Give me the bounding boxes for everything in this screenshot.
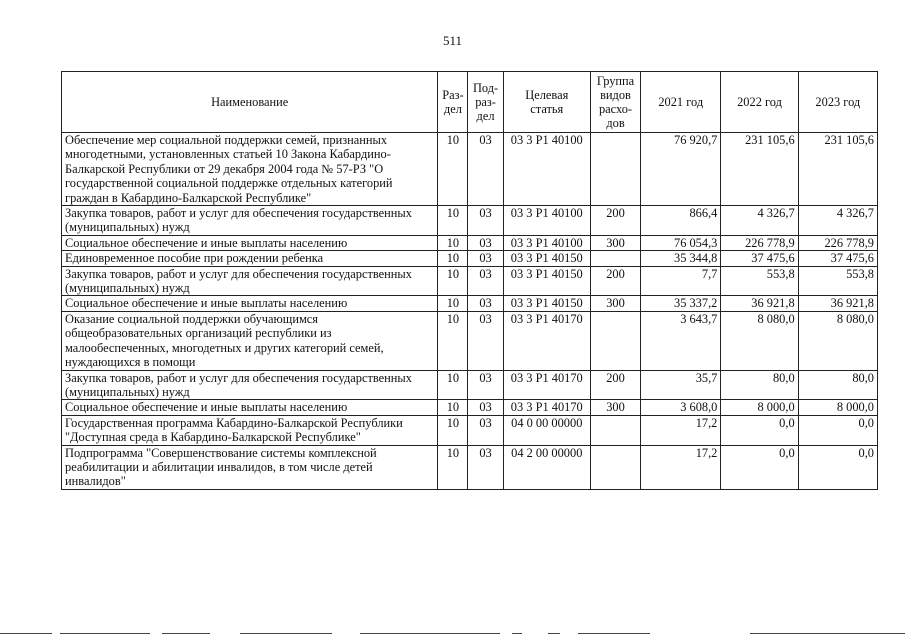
cell-y2022: 0,0 bbox=[721, 415, 798, 445]
cell-y2023: 0,0 bbox=[798, 445, 877, 489]
cell-name: Обеспечение мер социальной поддержки семей, признанных многодетными, установленных статьей 10 Закона Кабардино-Балкарской Республики от 29 декабря 2004 года № 57-РЗ "О государственной социальной поддержке отдельных категорий граждан в Кабардино-Балкарской Республике" bbox=[62, 133, 438, 206]
cell-name: Социальное обеспечение и иные выплаты населению bbox=[62, 235, 438, 250]
cell-razdel: 10 bbox=[438, 251, 468, 266]
cell-y2023: 553,8 bbox=[798, 266, 877, 296]
table-row bbox=[62, 266, 878, 296]
cell-podrazdel: 03 bbox=[468, 266, 503, 296]
cell-y2021: 76 054,3 bbox=[641, 235, 721, 250]
cell-y2021: 17,2 bbox=[641, 445, 721, 489]
cell-group: 200 bbox=[590, 266, 640, 296]
cell-name: Подпрограмма "Совершенствование системы комплексной реабилитации и абилитации инвалидов, в том числе детей инвалидов" bbox=[62, 445, 438, 489]
footer-scan-lines bbox=[0, 631, 905, 635]
cell-razdel: 10 bbox=[438, 133, 468, 206]
cell-y2022: 4 326,7 bbox=[721, 206, 798, 236]
cell-y2022: 0,0 bbox=[721, 445, 798, 489]
cell-name: Закупка товаров, работ и услуг для обеспечения государственных (муниципальных) нужд bbox=[62, 370, 438, 400]
cell-name: Закупка товаров, работ и услуг для обеспечения государственных (муниципальных) нужд bbox=[62, 206, 438, 236]
cell-y2022: 231 105,6 bbox=[721, 133, 798, 206]
cell-y2021: 35 337,2 bbox=[641, 296, 721, 311]
cell-target: 03 3 P1 40170 bbox=[503, 370, 590, 400]
cell-razdel: 10 bbox=[438, 370, 468, 400]
cell-y2022: 80,0 bbox=[721, 370, 798, 400]
cell-y2023: 231 105,6 bbox=[798, 133, 877, 206]
cell-y2021: 35,7 bbox=[641, 370, 721, 400]
header-group: Группа видов расхо- дов bbox=[590, 72, 640, 133]
cell-target: 03 3 P1 40170 bbox=[503, 400, 590, 415]
cell-group bbox=[590, 251, 640, 266]
cell-name: Единовременное пособие при рождении ребенка bbox=[62, 251, 438, 266]
cell-y2023: 4 326,7 bbox=[798, 206, 877, 236]
cell-y2023: 36 921,8 bbox=[798, 296, 877, 311]
cell-razdel: 10 bbox=[438, 235, 468, 250]
table-row bbox=[62, 445, 878, 489]
cell-podrazdel: 03 bbox=[468, 445, 503, 489]
cell-y2022: 226 778,9 bbox=[721, 235, 798, 250]
cell-podrazdel: 03 bbox=[468, 206, 503, 236]
cell-target: 04 2 00 00000 bbox=[503, 445, 590, 489]
cell-razdel: 10 bbox=[438, 415, 468, 445]
table-row bbox=[62, 133, 878, 206]
cell-y2023: 37 475,6 bbox=[798, 251, 877, 266]
header-target: Целевая статья bbox=[503, 72, 590, 133]
table-row bbox=[62, 296, 878, 311]
cell-y2023: 8 080,0 bbox=[798, 311, 877, 370]
cell-name: Закупка товаров, работ и услуг для обеспечения государственных (муниципальных) нужд bbox=[62, 266, 438, 296]
cell-podrazdel: 03 bbox=[468, 296, 503, 311]
cell-name: Государственная программа Кабардино-Балкарской Республики "Доступная среда в Кабардино-Балкарской Республике" bbox=[62, 415, 438, 445]
cell-y2023: 80,0 bbox=[798, 370, 877, 400]
cell-target: 03 3 P1 40150 bbox=[503, 266, 590, 296]
cell-y2023: 226 778,9 bbox=[798, 235, 877, 250]
cell-name: Социальное обеспечение и иные выплаты населению bbox=[62, 296, 438, 311]
cell-y2022: 8 080,0 bbox=[721, 311, 798, 370]
cell-podrazdel: 03 bbox=[468, 370, 503, 400]
cell-y2023: 0,0 bbox=[798, 415, 877, 445]
table-row bbox=[62, 400, 878, 415]
cell-podrazdel: 03 bbox=[468, 311, 503, 370]
cell-y2022: 553,8 bbox=[721, 266, 798, 296]
cell-target: 03 3 P1 40100 bbox=[503, 133, 590, 206]
cell-group: 300 bbox=[590, 296, 640, 311]
cell-group bbox=[590, 133, 640, 206]
cell-group bbox=[590, 445, 640, 489]
table-row bbox=[62, 311, 878, 370]
cell-target: 03 3 P1 40150 bbox=[503, 296, 590, 311]
header-name: Наименование bbox=[62, 72, 438, 133]
cell-y2022: 8 000,0 bbox=[721, 400, 798, 415]
header-2021: 2021 год bbox=[641, 72, 721, 133]
cell-name: Оказание социальной поддержки обучающимся общеобразовательных организаций республики из малообеспеченных, многодетных и других категорий семей, нуждающихся в помощи bbox=[62, 311, 438, 370]
page-number: 511 bbox=[442, 33, 463, 48]
cell-podrazdel: 03 bbox=[468, 400, 503, 415]
cell-razdel: 10 bbox=[438, 206, 468, 236]
table-row bbox=[62, 235, 878, 250]
table-row bbox=[62, 206, 878, 236]
table-row bbox=[62, 415, 878, 445]
cell-y2021: 7,7 bbox=[641, 266, 721, 296]
cell-target: 03 3 P1 40170 bbox=[503, 311, 590, 370]
cell-y2021: 866,4 bbox=[641, 206, 721, 236]
cell-group bbox=[590, 311, 640, 370]
cell-target: 03 3 P1 40150 bbox=[503, 251, 590, 266]
header-2023: 2023 год bbox=[798, 72, 877, 133]
header-podrazdel: Под- раз- дел bbox=[468, 72, 503, 133]
cell-y2022: 36 921,8 bbox=[721, 296, 798, 311]
cell-y2021: 17,2 bbox=[641, 415, 721, 445]
cell-group: 200 bbox=[590, 206, 640, 236]
cell-group: 200 bbox=[590, 370, 640, 400]
table-body bbox=[62, 133, 878, 490]
cell-group: 300 bbox=[590, 400, 640, 415]
header-razdel: Раз- дел bbox=[438, 72, 468, 133]
cell-podrazdel: 03 bbox=[468, 415, 503, 445]
table-row bbox=[62, 251, 878, 266]
cell-target: 03 3 P1 40100 bbox=[503, 206, 590, 236]
cell-y2021: 35 344,8 bbox=[641, 251, 721, 266]
cell-razdel: 10 bbox=[438, 296, 468, 311]
cell-group bbox=[590, 415, 640, 445]
cell-podrazdel: 03 bbox=[468, 251, 503, 266]
table-row bbox=[62, 370, 878, 400]
cell-razdel: 10 bbox=[438, 311, 468, 370]
cell-target: 04 0 00 00000 bbox=[503, 415, 590, 445]
cell-target: 03 3 P1 40100 bbox=[503, 235, 590, 250]
cell-razdel: 10 bbox=[438, 266, 468, 296]
budget-table bbox=[61, 71, 878, 490]
cell-group: 300 bbox=[590, 235, 640, 250]
cell-podrazdel: 03 bbox=[468, 235, 503, 250]
cell-name: Социальное обеспечение и иные выплаты населению bbox=[62, 400, 438, 415]
header-2022: 2022 год bbox=[721, 72, 798, 133]
cell-y2021: 76 920,7 bbox=[641, 133, 721, 206]
cell-y2021: 3 643,7 bbox=[641, 311, 721, 370]
cell-razdel: 10 bbox=[438, 400, 468, 415]
cell-y2021: 3 608,0 bbox=[641, 400, 721, 415]
cell-razdel: 10 bbox=[438, 445, 468, 489]
header-row bbox=[62, 72, 878, 133]
cell-y2023: 8 000,0 bbox=[798, 400, 877, 415]
cell-podrazdel: 03 bbox=[468, 133, 503, 206]
cell-y2022: 37 475,6 bbox=[721, 251, 798, 266]
